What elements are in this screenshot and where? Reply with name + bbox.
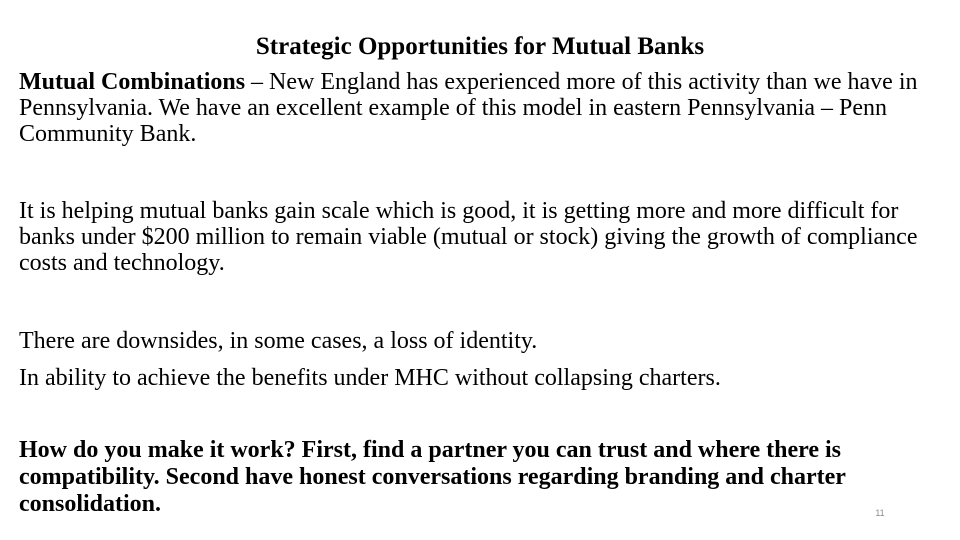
downsides-line: There are downsides, in some cases, a loss of identity. [19,328,538,354]
page-number: 11 [875,508,885,518]
paragraph-body-text: – New England has experienced more of this activity than we have in Pennsylvania. We have an excellent example of this model in eastern Pennsylvania – Penn Community Bank. [19,69,918,147]
paragraph-lead-text: Mutual Combinations [19,69,246,95]
paragraph-downsides [19,323,919,397]
paragraph-how-to: How do you make it work? First, find a partner you can trust and where there is compatibility. Second have honest conversations regarding branding and charter consolidation. [19,437,846,517]
paragraph-mutual-combinations [19,69,944,147]
mhc-line: In ability to achieve the benefits under MHC without collapsing charters. [19,365,721,391]
paragraph-scale: It is helping mutual banks gain scale which is good, it is getting more and more difficult for banks under $200 million to remain viable (mutual or stock) giving the growth of compliance costs and technology. [19,198,918,276]
slide-title: Strategic Opportunities for Mutual Banks [255,33,705,60]
